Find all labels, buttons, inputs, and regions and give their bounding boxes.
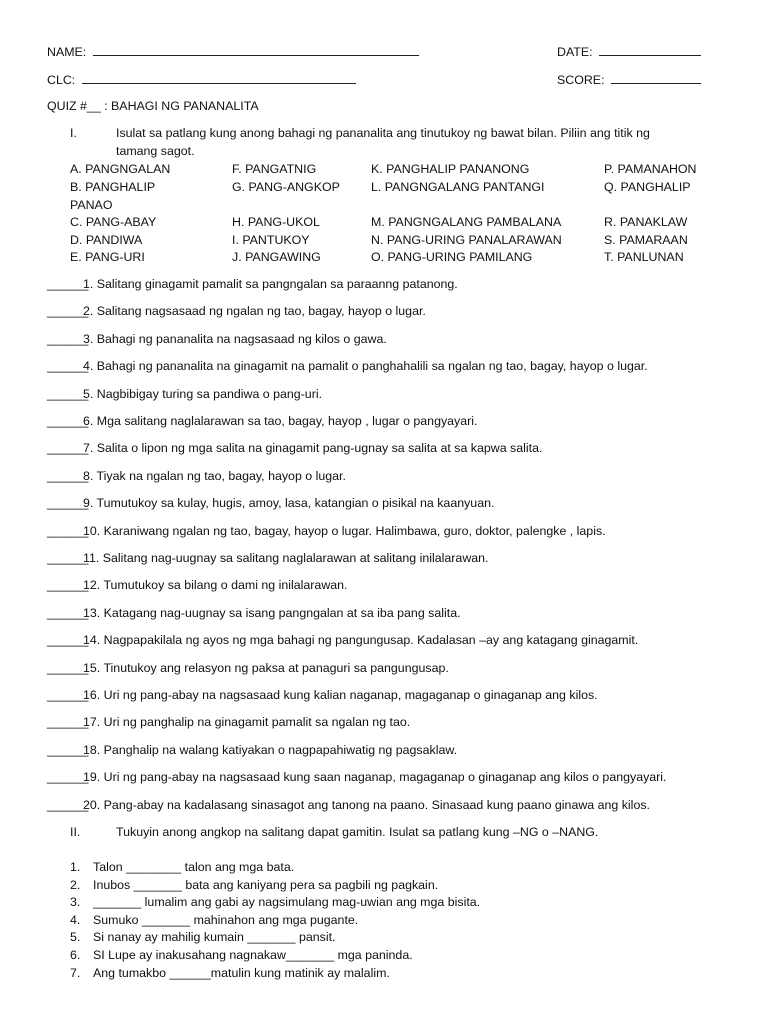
choice-option: L. PANGNGALANG PANTANGI — [371, 180, 545, 194]
question-text: 10. Karaniwang ngalan ng tao, bagay, hayop o lugar. Halimbawa, guro, doktor, palengke , lapis. — [83, 523, 606, 538]
part2-item-number: 2. — [70, 877, 81, 892]
part2-item-text: Ang tumakbo ______matulin kung matinik ay malalim. — [93, 965, 390, 980]
question-item — [47, 441, 542, 456]
answer-blank[interactable]: ______ — [47, 441, 89, 456]
question-text: 4. Bahagi ng pananalita na ginagamit na pamalit o panghahalili sa ngalan ng tao, bagay, hayop o lugar. — [83, 359, 648, 374]
question-text: 5. Nagbibigay turing sa pandiwa o pang-uri. — [83, 386, 323, 401]
choice-option: J. PANGAWING — [232, 250, 321, 264]
question-text: 13. Katagang nag-uugnay sa isang pangngalan at sa iba pang salita. — [83, 605, 461, 620]
choice-option: C. PANG-ABAY — [70, 215, 157, 229]
answer-blank[interactable]: ______ — [47, 331, 89, 346]
question-item — [47, 304, 426, 319]
answer-blank[interactable]: ______ — [47, 660, 89, 675]
part2-item-number: 1. — [70, 860, 81, 874]
name-field[interactable] — [47, 44, 419, 60]
date-blank[interactable] — [599, 44, 701, 56]
answer-blank[interactable]: ______ — [47, 414, 89, 428]
question-text: 8. Tiyak na ngalan ng tao, bagay, hayop o lugar. — [83, 468, 346, 483]
answer-blank[interactable]: ______ — [47, 304, 89, 319]
question-text: 6. Mga salitang naglalarawan sa tao, bagay, hayop , lugar o pangyayari. — [83, 414, 478, 428]
question-item — [47, 524, 606, 539]
question-item — [47, 688, 598, 703]
question-item — [47, 578, 348, 593]
answer-blank[interactable]: ______ — [47, 770, 89, 785]
choice-option: R. PANAKLAW — [604, 215, 688, 229]
answer-blank[interactable]: ______ — [47, 605, 89, 620]
question-item — [47, 633, 638, 648]
name-label: NAME: — [47, 45, 87, 59]
question-text: 18. Panghalip na walang katiyakan o nagpapahiwatig ng pagsaklaw. — [83, 742, 458, 757]
answer-blank[interactable]: ______ — [47, 578, 89, 593]
part1-numeral: I. — [70, 126, 77, 140]
part2-numeral: II. — [70, 825, 81, 839]
choice-option: F. PANGATNIG — [232, 162, 317, 176]
choice-option: I. PANTUKOY — [232, 233, 310, 247]
choice-option: Q. PANGHALIP — [604, 180, 691, 194]
question-item — [47, 332, 387, 347]
clc-blank[interactable] — [82, 72, 356, 84]
question-text: 3. Bahagi ng pananalita na nagsasaad ng kilos o gawa. — [83, 331, 387, 346]
part2-item-number: 6. — [70, 948, 81, 962]
question-item — [47, 551, 489, 566]
choice-option: H. PANG-UKOL — [232, 215, 320, 229]
score-blank[interactable] — [611, 72, 701, 84]
part2-item-text: SI Lupe ay inakusahang nagnakaw_______ mga paninda. — [93, 948, 413, 962]
question-item — [47, 715, 410, 730]
choice-option: B. PANGHALIP — [70, 180, 156, 194]
part2-item-text: Si nanay ay mahilig kumain _______ pansit. — [93, 930, 336, 945]
question-text: 1. Salitang ginagamit pamalit sa pangngalan sa paraanng patanong. — [83, 277, 458, 291]
part2-item-number: 5. — [70, 930, 81, 945]
choice-option: A. PANGNGALAN — [70, 162, 171, 176]
question-text: 11. Salitang nag-uugnay sa salitang naglalarawan at salitang inilalarawan. — [83, 551, 489, 565]
part2-instruction: Tukuyin anong angkop na salitang dapat gamitin. Isulat sa patlang kung –NG o –NANG. — [116, 825, 599, 839]
question-item — [47, 770, 667, 785]
part1-instruction-line2: tamang sagot. — [116, 144, 195, 158]
choice-option: O. PANG-URING PAMILANG — [371, 250, 533, 264]
score-field[interactable] — [557, 72, 701, 88]
answer-blank[interactable]: ______ — [47, 797, 89, 812]
question-item — [47, 496, 494, 511]
part2-item-number: 4. — [70, 912, 81, 927]
part2-item-text: Sumuko _______ mahinahon ang mga pugante. — [93, 912, 359, 927]
answer-blank[interactable]: ______ — [47, 742, 89, 757]
score-label: SCORE: — [557, 73, 605, 87]
question-item — [47, 661, 449, 676]
part2-item-text: Talon ________ talon ang mga bata. — [93, 860, 295, 874]
choice-option: G. PANG-ANGKOP — [232, 180, 340, 194]
question-text: 12. Tumutukoy sa bilang o dami ng inilalarawan. — [83, 578, 348, 593]
question-text: 19. Uri ng pang-abay na nagsasaad kung saan naganap, magaganap o ginaganap ang kilos o pangyayari. — [83, 770, 667, 785]
question-text: 2. Salitang nagsasaad ng ngalan ng tao, bagay, hayop o lugar. — [83, 304, 426, 319]
answer-blank[interactable]: ______ — [47, 633, 89, 648]
clc-label: CLC: — [47, 73, 76, 87]
question-item — [47, 606, 461, 621]
part2-item-text: Inubos _______ bata ang kaniyang pera sa pagbili ng pagkain. — [93, 877, 439, 892]
choice-option: N. PANG-URING PANALARAWAN — [371, 233, 562, 247]
question-text: 14. Nagpapakilala ng ayos ng mga bahagi ng pangungusap. Kadalasan –ay ang katagang ginagamit. — [83, 633, 639, 648]
question-text: 9. Tumutukoy sa kulay, hugis, amoy, lasa, katangian o pisikal na kaanyuan. — [83, 496, 495, 511]
answer-blank[interactable]: ______ — [47, 715, 89, 730]
answer-blank[interactable]: ______ — [47, 277, 89, 291]
question-text: 16. Uri ng pang-abay na nagsasaad kung kalian naganap, magaganap o ginaganap ang kilos. — [83, 688, 598, 702]
quiz-title: QUIZ #__ : BAHAGI NG PANANALITA — [47, 99, 259, 113]
choice-option: K. PANGHALIP PANANONG — [371, 162, 530, 176]
choice-option: P. PAMANAHON — [604, 162, 697, 176]
part2-item-number: 3. — [70, 895, 81, 910]
answer-blank[interactable]: ______ — [47, 496, 89, 511]
question-text: 15. Tinutukoy ang relasyon ng paksa at panaguri sa pangungusap. — [83, 660, 449, 675]
question-item — [47, 387, 322, 402]
answer-blank[interactable]: ______ — [47, 688, 89, 702]
question-item — [47, 414, 477, 429]
question-text: 20. Pang-abay na kadalasang sinasagot ang tanong na paano. Sinasaad kung paano ginawa ang kilos. — [83, 797, 650, 812]
question-text: 17. Uri ng panghalip na ginagamit pamalit sa ngalan ng tao. — [83, 715, 411, 730]
name-blank[interactable] — [93, 44, 419, 56]
answer-blank[interactable]: ______ — [47, 386, 89, 401]
part1-instruction-line1: Isulat sa patlang kung anong bahagi ng pananalita ang tinutukoy ng bawat bilan. Piliin ang titik ng — [116, 126, 650, 140]
choice-option: M. PANGNGALANG PAMBALANA — [371, 215, 562, 229]
answer-blank[interactable]: ______ — [47, 523, 89, 538]
date-field[interactable] — [557, 44, 701, 60]
question-item — [47, 469, 346, 484]
part2-item-text: _______ lumalim ang gabi ay nagsimulang mag-uwian ang mga bisita. — [93, 895, 481, 910]
choice-option: D. PANDIWA — [70, 233, 143, 247]
answer-blank[interactable]: ______ — [47, 359, 89, 374]
answer-blank[interactable]: ______ — [47, 468, 89, 483]
question-item — [47, 743, 457, 758]
choice-option: S. PAMARAAN — [604, 233, 688, 247]
question-item — [47, 277, 458, 292]
choice-option: PANAO — [70, 198, 113, 212]
part2-item-number: 7. — [70, 965, 81, 980]
date-label: DATE: — [557, 45, 593, 59]
choice-option: T. PANLUNAN — [604, 250, 684, 264]
clc-field[interactable] — [47, 72, 356, 88]
question-item — [47, 359, 648, 374]
question-item — [47, 798, 650, 813]
choice-option: E. PANG-URI — [70, 250, 145, 264]
answer-blank[interactable]: ______ — [47, 551, 89, 565]
question-text: 7. Salita o lipon ng mga salita na ginagamit pang-ugnay sa salita at sa kapwa salita. — [83, 441, 543, 456]
